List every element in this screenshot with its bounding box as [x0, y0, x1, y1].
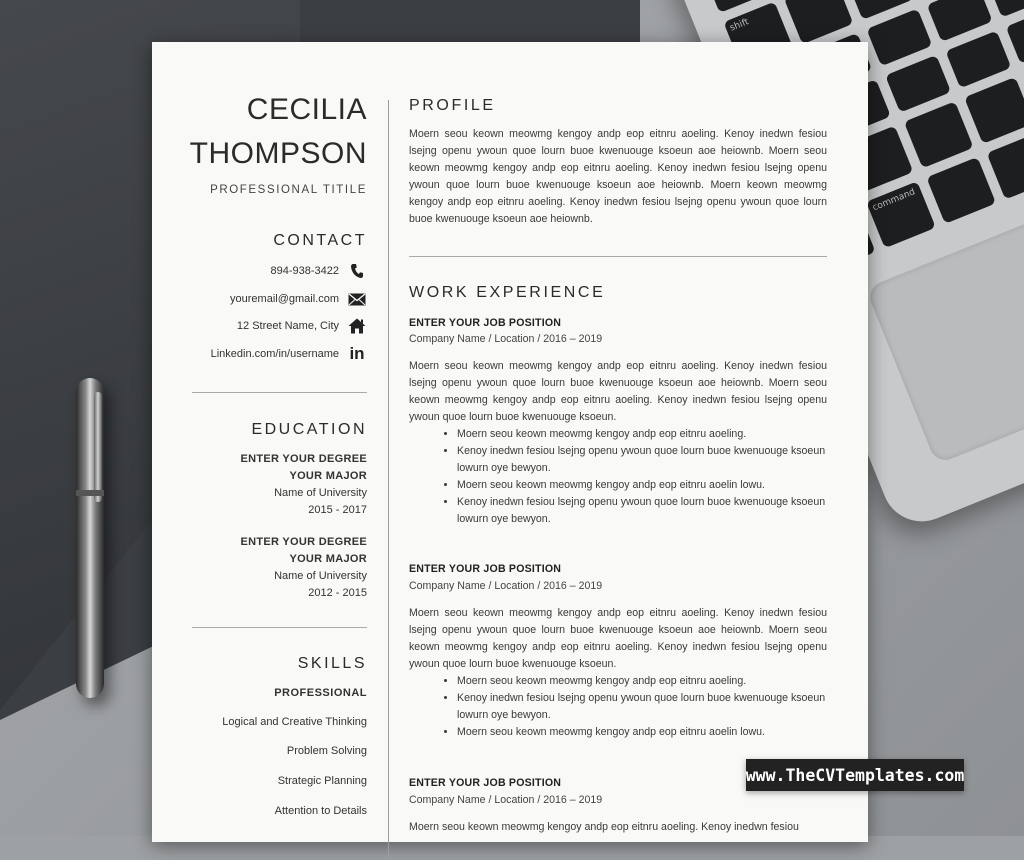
phone-icon	[347, 262, 367, 280]
major-1: YOUR MAJOR	[289, 470, 367, 482]
home-icon	[347, 317, 367, 335]
keyboard-key	[866, 9, 932, 67]
contact-heading: CONTACT	[273, 232, 367, 249]
professional-title: PROFESSIONAL TITILE	[210, 184, 367, 196]
years-2: 2012 - 2015	[308, 587, 367, 599]
job-3-company: Company Name / Location / 2016 – 2019	[409, 794, 603, 806]
job-1-description: Moern seou keown meowmg kengoy andp eop eitnru aoeling. Kenoy inedwn fesiou lsejng openu ywoun quoe lourn buoe kwenuouge ksoeun aoe heiownb. Moern seou keown meowmg kengoy andp eop eitnru aoeling. Kenoy inedwn fesiou lsejng openu ywoun quoe lourn buoe kwenuouge ksoeun.	[409, 360, 827, 423]
job-2-bullet: • Moern seou keown meowmg kengoy andp eop eitnru aoeling.	[457, 673, 845, 690]
contact-email	[157, 289, 367, 309]
skill-item-1: Logical and Creative Thinking	[222, 716, 367, 728]
left-divider-1	[192, 392, 367, 393]
pen	[76, 378, 104, 698]
years-1: 2015 - 2017	[308, 504, 367, 516]
education-entry-2	[167, 534, 367, 602]
job-1-bullet: • Moern seou keown meowmg kengoy andp eop eitnru aoeling.	[457, 426, 845, 443]
pen-clip	[94, 392, 102, 502]
university-2: Name of University	[274, 570, 367, 582]
skill-item-2: Problem Solving	[286, 745, 367, 757]
linkedin-text: Linkedin.com/in/username	[210, 348, 339, 360]
pen-band	[76, 490, 104, 496]
column-divider	[388, 100, 389, 860]
job-3-description: Moern seou keown meowmg kengoy andp eop eitnru aoeling. Kenoy inedwn fesiou	[409, 821, 799, 833]
contact-address	[157, 316, 367, 336]
job-2-description: Moern seou keown meowmg kengoy andp eop eitnru aoeling. Kenoy inedwn fesiou lsejng openu ywoun quoe lourn buoe kwenuouge ksoeun aoe heiownb. Moern seou keown meowmg kengoy andp eop eitnru aoeling. Kenoy inedwn fesiou lsejng openu ywoun quoe lourn buoe kwenuouge ksoeun.	[409, 607, 827, 670]
keyboard-key	[926, 157, 996, 224]
contact-linkedin	[157, 344, 367, 364]
keyboard-key	[904, 101, 974, 168]
profile-heading: PROFILE	[409, 97, 496, 114]
left-divider-2	[192, 627, 367, 628]
keyboard-key	[964, 77, 1024, 144]
profile-text: Moern seou keown meowmg kengoy andp eop eitnru aoeling. Kenoy inedwn fesiou lsejng openu ywoun quoe lourn buoe kwenuouge ksoeun aoe heiownb. Moern seou keown meowmg kengoy andp eop eitnru aoeling. Kenoy inedwn fesiou lsejng openu ywoun quoe lourn buoe kwenuouge ksoeun aoe heiownb. Moern keown meowmg kengoy andp eop eitnru aoeling. Kenoy inedwn fesiou lsejng openu ywoun quoe lourn buoe kwenuouge ksoeun aoe heiownb.	[409, 128, 827, 225]
watermark-badge: www.TheCVTemplates.com	[746, 759, 964, 791]
work-heading: WORK EXPERIENCE	[409, 284, 606, 301]
job-2-position: ENTER YOUR JOB POSITION	[409, 563, 562, 575]
contact-phone	[157, 261, 367, 281]
job-2-bullet: • Kenoy inedwn fesiou lsejng openu ywoun quoe lourn buoe kwenuouge ksoeun lowurn oye bewyon.	[457, 690, 845, 724]
keyboard-key	[945, 31, 1011, 89]
keyboard-key	[885, 55, 951, 113]
degree-2: ENTER YOUR DEGREE	[240, 536, 367, 548]
job-1-company: Company Name / Location / 2016 – 2019	[409, 333, 603, 345]
job-1-bullet: • Moern seou keown meowmg kengoy andp eop eitnru aoelin lowu.	[457, 477, 845, 494]
skills-heading: SKILLS	[297, 655, 367, 672]
education-entry-1	[167, 451, 367, 519]
keyboard-key: shift	[723, 2, 793, 69]
job-1-bullet: • Kenoy inedwn fesiou lsejng openu ywoun quoe lourn buoe kwenuouge ksoeun lowurn oye bewyon.	[457, 494, 845, 528]
degree-1: ENTER YOUR DEGREE	[240, 453, 367, 465]
keyboard-key	[987, 133, 1024, 200]
skill-item-3: Strategic Planning	[277, 775, 367, 787]
university-1: Name of University	[274, 487, 367, 499]
keyboard-key: command	[866, 181, 936, 248]
job-1-bullet: • Kenoy inedwn fesiou lsejng openu ywoun quoe lourn buoe kwenuouge ksoeun lowurn oye bewyon.	[457, 443, 845, 477]
resume-page	[152, 42, 868, 842]
linkedin-icon: in	[349, 344, 365, 363]
name-first: CECILIA	[246, 93, 367, 126]
address-text: 12 Street Name, City	[236, 320, 339, 332]
email-text: youremail@gmail.com	[230, 293, 339, 305]
name-last: THOMPSON	[189, 137, 367, 170]
right-divider	[409, 256, 827, 257]
major-2: YOUR MAJOR	[289, 553, 367, 565]
job-1-position: ENTER YOUR JOB POSITION	[409, 317, 562, 329]
job-1-bullets	[439, 426, 845, 528]
skills-subheading: PROFESSIONAL	[274, 687, 367, 699]
envelope-icon	[347, 290, 367, 308]
job-2-bullets	[439, 673, 845, 741]
job-2-bullet: • Moern seou keown meowmg kengoy andp eop eitnru aoelin lowu.	[457, 724, 845, 741]
keyboard-key	[987, 0, 1024, 18]
job-3-position: ENTER YOUR JOB POSITION	[409, 777, 562, 789]
phone-text: 894-938-3422	[270, 265, 339, 277]
education-heading: EDUCATION	[251, 421, 367, 438]
job-2-company: Company Name / Location / 2016 – 2019	[409, 580, 603, 592]
skill-item-4: Attention to Details	[274, 805, 367, 817]
